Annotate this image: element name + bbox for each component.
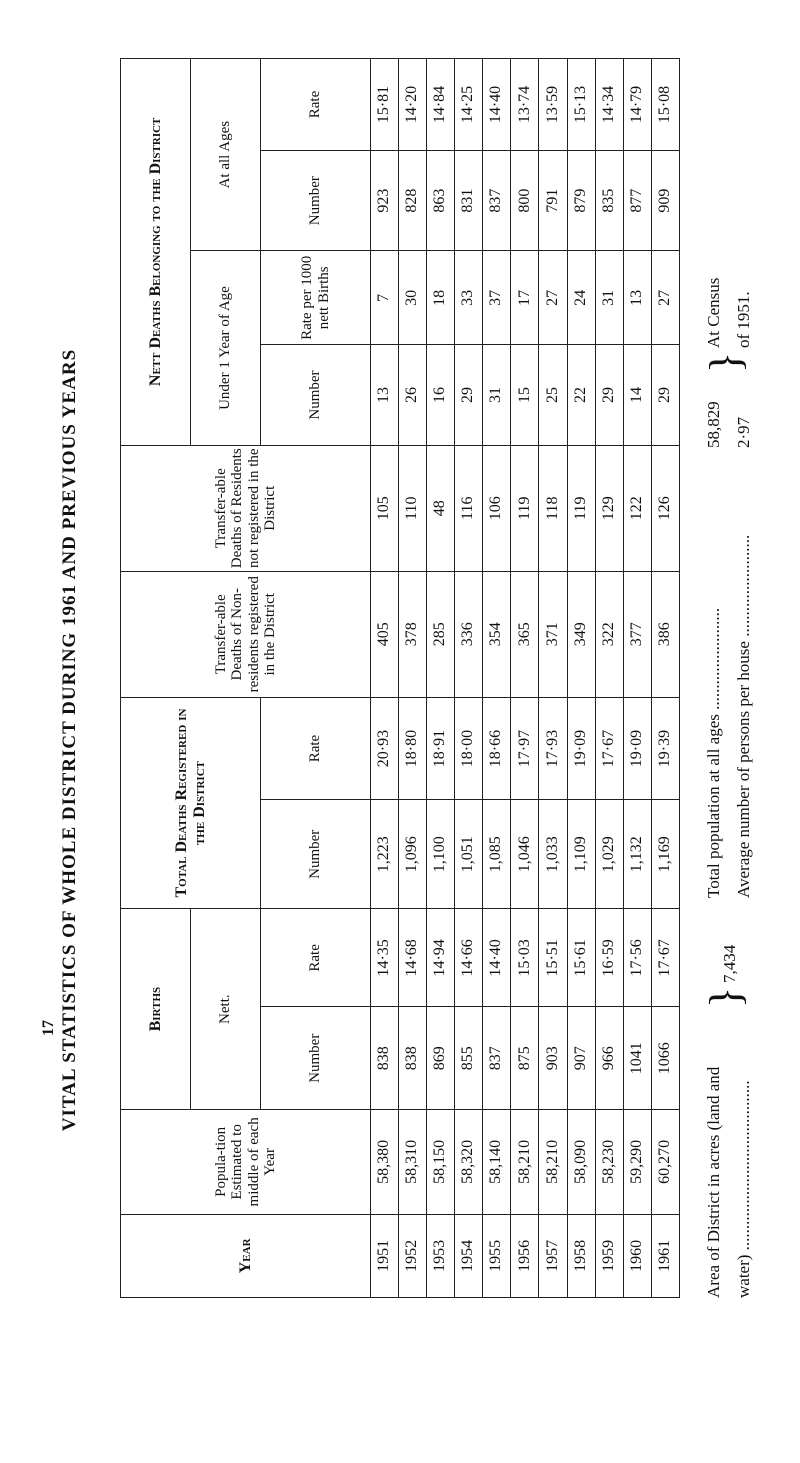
- cell-population: 58,090: [567, 1110, 595, 1215]
- cell-births-rate: 15·61: [567, 909, 595, 1007]
- cell-allages-number: 923: [371, 150, 399, 250]
- cell-population: 58,310: [399, 1110, 427, 1215]
- table-row: [623, 59, 651, 1298]
- cell-year: 1956: [511, 1214, 539, 1297]
- cell-deaths-number: 1,096: [399, 800, 427, 909]
- cell-births-number: 1066: [651, 1007, 679, 1110]
- cell-births-rate: 14·68: [399, 909, 427, 1007]
- cell-deaths-rate: 17·93: [539, 697, 567, 800]
- cell-under1-rate: 31: [595, 251, 623, 345]
- cell-deaths-number: 1,100: [427, 800, 455, 909]
- cell-allages-rate: 14·34: [595, 59, 623, 151]
- cell-allages-rate: 13·74: [511, 59, 539, 151]
- census-line-1: At Census: [704, 277, 723, 348]
- cell-deaths-rate: 17·97: [511, 697, 539, 800]
- cell-births-number: 903: [539, 1007, 567, 1110]
- header-allages-number: Number: [261, 150, 371, 250]
- cell-births-rate: 16·59: [595, 909, 623, 1007]
- header-allages-rate: Rate: [261, 59, 371, 151]
- cell-deaths-number: 1,029: [595, 800, 623, 909]
- cell-under1-rate: 30: [399, 251, 427, 345]
- brace-icon: }: [701, 351, 750, 373]
- table-row: [427, 59, 455, 1298]
- cell-residents: 122: [623, 445, 651, 571]
- cell-deaths-number: 1,109: [567, 800, 595, 909]
- cell-allages-rate: 14·40: [483, 59, 511, 151]
- census-line-2: of 1951.: [734, 291, 753, 348]
- cell-under1-number: 29: [595, 345, 623, 445]
- cell-year: 1951: [371, 1214, 399, 1297]
- cell-births-rate: 15·51: [539, 909, 567, 1007]
- table-row: [371, 59, 399, 1298]
- cell-nonresidents: 349: [567, 571, 595, 697]
- cell-deaths-rate: 18·66: [483, 697, 511, 800]
- cell-allages-rate: 15·13: [567, 59, 595, 151]
- cell-births-rate: 14·94: [427, 909, 455, 1007]
- area-label-line-1: Area of District in acres (land and: [704, 1066, 723, 1298]
- cell-deaths-rate: 19·39: [651, 697, 679, 800]
- cell-births-number: 966: [595, 1007, 623, 1110]
- cell-population: 58,230: [595, 1110, 623, 1215]
- cell-residents: 126: [651, 445, 679, 571]
- header-year: Year: [121, 1214, 371, 1297]
- cell-deaths-rate: 17·67: [595, 697, 623, 800]
- cell-deaths-number: 1,085: [483, 800, 511, 909]
- header-births-number: Number: [261, 1007, 371, 1110]
- cell-nonresidents: 405: [371, 571, 399, 697]
- header-transfer-nonresidents: Transfer-able Deaths of Non-residents registered in the District: [121, 571, 371, 697]
- cell-births-rate: 17·67: [651, 909, 679, 1007]
- persons-value: 2·97: [734, 416, 753, 448]
- cell-year: 1957: [539, 1214, 567, 1297]
- statistics-table-frame: [120, 58, 680, 1298]
- header-under1-number: Number: [261, 345, 371, 445]
- cell-nonresidents: 336: [455, 571, 483, 697]
- cell-under1-number: 31: [483, 345, 511, 445]
- cell-residents: 105: [371, 445, 399, 571]
- cell-year: 1953: [427, 1214, 455, 1297]
- cell-deaths-rate: 19·09: [567, 697, 595, 800]
- vital-statistics-table: [120, 58, 680, 1298]
- cell-under1-number: 29: [651, 345, 679, 445]
- cell-nonresidents: 365: [511, 571, 539, 697]
- cell-allages-number: 800: [511, 150, 539, 250]
- cell-nonresidents: 378: [399, 571, 427, 697]
- cell-under1-number: 26: [399, 345, 427, 445]
- page-number: 17: [40, 1020, 57, 1036]
- header-deaths-number: Number: [261, 800, 371, 909]
- header-all-ages: At all Ages: [191, 59, 261, 251]
- header-births-rate: Rate: [261, 909, 371, 1007]
- table-row: [567, 59, 595, 1298]
- cell-year: 1959: [595, 1214, 623, 1297]
- cell-population: 58,380: [371, 1110, 399, 1215]
- area-label-line-2: water) ........................................: [734, 1080, 753, 1298]
- cell-under1-rate: 24: [567, 251, 595, 345]
- cell-residents: 48: [427, 445, 455, 571]
- cell-under1-rate: 7: [371, 251, 399, 345]
- cell-under1-number: 22: [567, 345, 595, 445]
- cell-nonresidents: 354: [483, 571, 511, 697]
- cell-births-rate: 14·40: [483, 909, 511, 1007]
- persons-label: Average number of persons per house ........................: [734, 534, 753, 898]
- table-row: [595, 59, 623, 1298]
- header-deaths-rate: Rate: [261, 697, 371, 800]
- cell-residents: 119: [567, 445, 595, 571]
- cell-births-number: 837: [483, 1007, 511, 1110]
- cell-under1-rate: 27: [651, 251, 679, 345]
- cell-deaths-rate: 19·09: [623, 697, 651, 800]
- cell-deaths-rate: 18·80: [399, 697, 427, 800]
- cell-allages-number: 837: [483, 150, 511, 250]
- table-row: [539, 59, 567, 1298]
- cell-allages-rate: 14·20: [399, 59, 427, 151]
- cell-allages-number: 828: [399, 150, 427, 250]
- cell-year: 1954: [455, 1214, 483, 1297]
- cell-nonresidents: 285: [427, 571, 455, 697]
- cell-allages-number: 791: [539, 150, 567, 250]
- cell-residents: 116: [455, 445, 483, 571]
- cell-births-number: 855: [455, 1007, 483, 1110]
- cell-deaths-number: 1,046: [511, 800, 539, 909]
- cell-under1-rate: 17: [511, 251, 539, 345]
- cell-allages-rate: 14·84: [427, 59, 455, 151]
- cell-population: 58,210: [511, 1110, 539, 1215]
- cell-births-number: 838: [399, 1007, 427, 1110]
- header-population: Popula-tion Estimated to middle of each Year: [121, 1110, 371, 1215]
- cell-nonresidents: 377: [623, 571, 651, 697]
- cell-allages-number: 909: [651, 150, 679, 250]
- cell-nonresidents: 371: [539, 571, 567, 697]
- cell-births-rate: 14·66: [455, 909, 483, 1007]
- cell-under1-rate: 33: [455, 251, 483, 345]
- page-title: [60, 0, 80, 1463]
- cell-year: 1952: [399, 1214, 427, 1297]
- cell-allages-number: 863: [427, 150, 455, 250]
- cell-allages-rate: 14·25: [455, 59, 483, 151]
- cell-deaths-number: 1,169: [651, 800, 679, 909]
- cell-population: 58,140: [483, 1110, 511, 1215]
- cell-under1-number: 25: [539, 345, 567, 445]
- cell-under1-number: 14: [623, 345, 651, 445]
- cell-deaths-rate: 18·00: [455, 697, 483, 800]
- area-value: 7,434: [720, 944, 739, 983]
- cell-births-number: 875: [511, 1007, 539, 1110]
- cell-deaths-number: 1,051: [455, 800, 483, 909]
- cell-under1-rate: 13: [623, 251, 651, 345]
- cell-births-number: 869: [427, 1007, 455, 1110]
- cell-population: 58,320: [455, 1110, 483, 1215]
- table-row: [511, 59, 539, 1298]
- table-row: [399, 59, 427, 1298]
- cell-allages-rate: 14·79: [623, 59, 651, 151]
- header-total-deaths: Total Deaths Registered in the District: [121, 697, 261, 908]
- cell-year: 1955: [483, 1214, 511, 1297]
- cell-allages-number: 835: [595, 150, 623, 250]
- table-row: [483, 59, 511, 1298]
- cell-residents: 106: [483, 445, 511, 571]
- cell-under1-number: 13: [371, 345, 399, 445]
- cell-population: 58,210: [539, 1110, 567, 1215]
- cell-deaths-number: 1,033: [539, 800, 567, 909]
- header-nett-deaths: Nett Deaths Belonging to the District: [121, 59, 191, 446]
- population-value: 58,829: [704, 401, 723, 448]
- cell-allages-rate: 13·59: [539, 59, 567, 151]
- table-row: [455, 59, 483, 1298]
- population-label: Total population at all ages ........................: [704, 607, 723, 898]
- cell-population: 59,290: [623, 1110, 651, 1215]
- cell-allages-rate: 15·81: [371, 59, 399, 151]
- header-transfer-residents: Transfer-able Deaths of Residents not registered in the District: [121, 445, 371, 571]
- cell-under1-number: 15: [511, 345, 539, 445]
- cell-year: 1960: [623, 1214, 651, 1297]
- cell-births-number: 838: [371, 1007, 399, 1110]
- cell-allages-number: 879: [567, 150, 595, 250]
- cell-under1-rate: 18: [427, 251, 455, 345]
- cell-allages-number: 831: [455, 150, 483, 250]
- header-under1-rate: Rate per 1000 nett Births: [261, 251, 371, 345]
- cell-deaths-rate: 18·91: [427, 697, 455, 800]
- table-row: [651, 59, 679, 1298]
- cell-residents: 110: [399, 445, 427, 571]
- cell-allages-number: 877: [623, 150, 651, 250]
- cell-population: 58,150: [427, 1110, 455, 1215]
- cell-under1-number: 29: [455, 345, 483, 445]
- brace-icon: }: [701, 986, 750, 1008]
- cell-year: 1958: [567, 1214, 595, 1297]
- cell-deaths-number: 1,132: [623, 800, 651, 909]
- cell-births-rate: 17·56: [623, 909, 651, 1007]
- cell-births-number: 907: [567, 1007, 595, 1110]
- cell-nonresidents: 322: [595, 571, 623, 697]
- header-births: Births: [121, 909, 191, 1110]
- cell-year: 1961: [651, 1214, 679, 1297]
- cell-residents: 118: [539, 445, 567, 571]
- cell-deaths-number: 1,223: [371, 800, 399, 909]
- cell-births-rate: 14·35: [371, 909, 399, 1007]
- header-births-nett: Nett.: [191, 909, 261, 1110]
- cell-residents: 119: [511, 445, 539, 571]
- footnotes: [690, 58, 790, 1298]
- cell-nonresidents: 386: [651, 571, 679, 697]
- cell-under1-number: 16: [427, 345, 455, 445]
- cell-residents: 129: [595, 445, 623, 571]
- cell-population: 60,270: [651, 1110, 679, 1215]
- cell-births-number: 1041: [623, 1007, 651, 1110]
- page-title-text: VITAL STATISTICS OF WHOLE DISTRICT DURING 1961 AND PREVIOUS YEARS: [59, 348, 80, 1132]
- cell-births-rate: 15·03: [511, 909, 539, 1007]
- header-under-1-year: Under 1 Year of Age: [191, 251, 261, 445]
- cell-allages-rate: 15·08: [651, 59, 679, 151]
- cell-under1-rate: 27: [539, 251, 567, 345]
- cell-deaths-rate: 20·93: [371, 697, 399, 800]
- cell-under1-rate: 37: [483, 251, 511, 345]
